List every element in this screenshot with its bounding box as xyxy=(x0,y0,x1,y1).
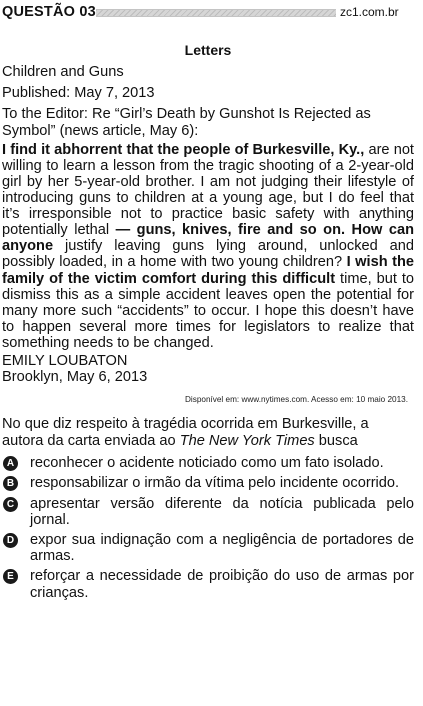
option-d-badge-icon: D xyxy=(3,533,18,548)
source-citation: Disponível em: www.nytimes.com. Acesso em: 10 maio 2013. xyxy=(185,395,408,405)
letter-bold-2: — guns, knives, fire and so on. How can anyone xyxy=(2,222,414,255)
option-b-badge-icon: B xyxy=(3,476,18,491)
question-header xyxy=(0,0,423,24)
letter-bold-3: I wish the family of the victim comfort during this difficult xyxy=(2,254,414,287)
letter-body xyxy=(2,142,414,351)
letter-intro: To the Editor: Re “Girl’s Death by Gunshot Is Rejected as Symbol” (news article, May 6): xyxy=(2,106,371,139)
question-stem xyxy=(2,416,414,449)
letter-text-1: are not willing to learn a lesson from the tragic shooting of a 2-year-old girl by her 5-year-old brother. I am not judging their lifestyle of introducing guns to children at a young age, but I do feel that it’s irresponsible not to practice basic safety with anything potentially lethal xyxy=(2,141,414,239)
article-title: Children and Guns xyxy=(2,64,124,80)
question-content xyxy=(2,42,414,605)
answer-options xyxy=(2,455,414,601)
question-text-before: No que diz respeito à tragédia ocorrida em Burkesville, a autora da carta enviada ao xyxy=(2,416,369,449)
option-e-text: reforçar a necessidade de proibição do uso de armas por crianças. xyxy=(30,568,414,601)
place-date: Brooklyn, May 6, 2013 xyxy=(2,369,148,386)
option-b[interactable] xyxy=(2,475,414,491)
newspaper-name: The New York Times xyxy=(179,432,315,449)
question-number: QUESTÃO 03 xyxy=(2,4,96,20)
option-a-badge-icon: A xyxy=(3,456,18,471)
option-b-text: responsabilizar o irmão da vítima pelo incidente ocorrido. xyxy=(30,475,400,492)
option-a-text: reconhecer o acidente noticiado como um fato isolado. xyxy=(30,455,384,472)
option-e[interactable] xyxy=(2,568,414,600)
site-name: zc1.com.br xyxy=(340,5,399,19)
option-c-badge-icon: C xyxy=(3,497,18,512)
option-d-text: expor sua indignação com a negligência de portadores de armas. xyxy=(30,532,414,565)
letter-text-3: time, but to dismiss this as a simple accident leaves open the potential for many more such “accidents” to occur. I hope this doesn’t have to happen several more times for legislators to realize that something needs to be changed. xyxy=(2,270,415,351)
letter-text-2: justify leaving guns lying around, unlocked and possibly loaded, in a home with two young children? xyxy=(2,238,414,271)
option-d[interactable] xyxy=(2,532,414,564)
option-a[interactable] xyxy=(2,455,414,471)
published-date: Published: May 7, 2013 xyxy=(2,85,155,102)
question-text-after: busca xyxy=(314,432,358,449)
option-c-text: apresentar versão diferente da notícia publicada pelo jornal. xyxy=(30,495,414,528)
header-divider-bar xyxy=(96,9,336,17)
option-c[interactable] xyxy=(2,496,414,528)
option-e-badge-icon: E xyxy=(3,569,18,584)
author-name: EMILY LOUBATON xyxy=(2,353,128,370)
letter-bold-1: I find it abhorrent that the people of Burkesville, Ky., xyxy=(2,141,365,158)
section-title: Letters xyxy=(184,42,232,58)
